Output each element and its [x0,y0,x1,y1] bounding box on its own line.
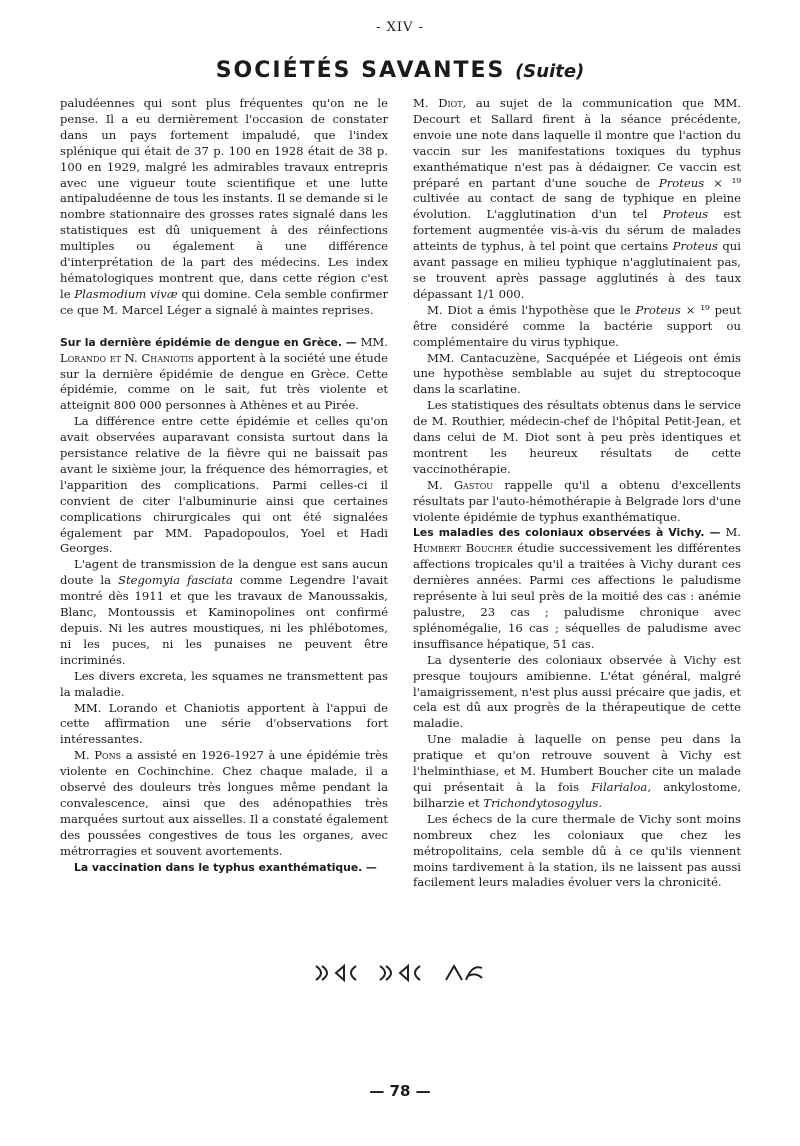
paragraph: L'agent de transmission de la dengue est sans aucun doute la Stegomyia fasciata comme Legendre l'avait montré dès 1911 et que les travaux de Manoussakis, Blanc, Montoussis et Kaminopolines ont confirmé depuis. Ni les autres moustiques, ni les phlébotomes, ni les puces, ni les punaises ne peuvent être incriminés. [60,557,389,667]
paragraph: Les échecs de la cure thermale de Vichy sont moins nombreux chez les coloniaux que chez les métropolitains, cela semble dû à ce qu'ils viennent moins tardivement à la station, ils ne laissent pas aussi facilement leurs maladies évoluer vers la chronicité. [413,811,741,890]
paragraph: Les maladies des coloniaux observées à Vichy. — M. Humbert Boucher étudie successivement les différentes affections tropicales qu'il a traitées à Vichy durant ces dernières années. Parmi ces affections le paludisme représente à lui seul près de la moitié des cas : anémie palustre, 23 cas ; paludisme chronique avec splénomégalie, 16 cas ; séquelles de paludisme avec insuffisance hépatique, 51 cas. [413,525,741,651]
right-column [413,96,741,891]
paragraph: La dysenterie des coloniaux observée à Vichy est presque toujours amibienne. L'état général, malgré l'amaigrissement, n'est plus aussi précaire que jadis, et cela est dû aux progrès de la thérapeutique de cette maladie. [413,652,741,731]
paragraph: Les divers excreta, les squames ne transmettent pas la maladie. [60,668,388,699]
paragraph: paludéennes qui sont plus fréquentes qu'on ne le pense. Il a eu dernièrement l'occasion de constater dans un pays fortement impaludé, que l'index splénique qui était de 37 p. 100 en 1928 était de 38 p. 100 en 1929, malgré les admirables travaux entrepris avec une vigueur toute scientifique et une lutte antipaludéenne de tous les instants. Il se demande si le nombre stationnaire des grosses rates signalé dans les statistiques est dû uniquement à des réinfections multiples ou également à une différence d'interprétation de la part des médecins. Les index hématologiques montrent que, dans cette région c'est le Plasmodium vivæ qui domine. Cela semble confirmer ce que M. Marcel Léger a signalé à maintes reprises. [60,96,389,317]
page-roman-number: - XIV - [376,20,424,35]
section-title-text: SOCIÉTÉS SAVANTES [215,58,506,83]
paragraph [60,860,388,876]
paragraph: M. Diot, au sujet de la communication que MM. Decourt et Sallard firent à la séance précédente, envoie une note dans laquelle il montre que l'action du vaccin sur les manifestations toxiques du typhus exanthématique n'est pas à dédaigner. Ce vaccin est préparé en partant d'une souche de Proteus × ¹⁹ cultivée au contact de sang de typhique en pleine évolution. L'agglutination d'un tel Proteus est fortement augmentée vis-à-vis du sérum de malades atteints de typhus, à tel point que certains Proteus qui avant passage en milieu typhique n'agglutinaient pas, se trouvent après passage agglutinés à des taux dépassant 1/1 000. [413,96,742,301]
paragraph: Une maladie à laquelle on pense peu dans la pratique et qu'on retrouve souvent à Vichy est l'helminthiase, et M. Humbert Boucher cite un malade qui présentait à la fois Filarialoa, ankylostome, bilharzie et Trichondytosogylus. [413,732,742,810]
paragraph: M. Diot a émis l'hypothèse que le Proteus × ¹⁹ peut être considéré comme la bactérie support ou complémentaire du virus typhique. [413,302,742,349]
dengue-heading: Sur la dernière épidémie de dengue en Grèce. — [60,335,357,349]
left-column [60,96,388,876]
paragraph: MM. Cantacuzène, Sacquépée et Liégeois ont émis une hypothèse semblable au sujet du streptocoque dans la scarlatine. [413,350,741,397]
vichy-heading: Les maladies des coloniaux observées à Vichy. — [413,526,721,540]
ornament-icon [442,962,486,984]
vaccination-heading: La vaccination dans le typhus exanthématique. — [74,860,377,874]
page-number: — 78 — [369,1082,431,1100]
paragraph: M. Pons a assisté en 1926-1927 à une épidémie très violente en Cochinchine. Chez chaque malade, il a observé des douleurs très longues même pendant la convalescence, ainsi que des adénopathies très marquées surtout aux aisselles. Il a constaté également des poussées congestives de tous les organes, avec métrorragies et souvent avortements. [60,748,388,858]
paragraph: MM. Lorando et Chaniotis apportent à l'appui de cette affirmation une série d'observations fort intéressantes. [60,700,388,747]
paragraph: M. Gastou rappelle qu'il a obtenu d'excellents résultats par l'auto-hémothérapie à Belgrade lors d'une violente épidémie de typhus exanthématique. [413,477,741,524]
section-title [0,58,800,83]
paragraph: La différence entre cette épidémie et celles qu'on avait observées auparavant consista surtout dans la persistance relative de la fièvre qui ne baissait pas avant le sixième jour, la fréquence des hémorragies, et l'apparition des complications. Parmi celles-ci il convient de citer l'albuminurie ainsi que certaines complications chirurgicales qui ont été signalées également par MM. Papadopoulos, Yoel et Hadi Georges. [60,414,388,556]
ornament-divider [0,962,800,984]
ornament-icon [378,962,422,984]
ornament-icon [314,962,358,984]
paragraph: Les statistiques des résultats obtenus dans le service de M. Routhier, médecin-chef de l'hôpital Petit-Jean, et dans celui de M. Diot sont à peu près identiques et montrent les heureux résultats de cette vaccinothérapie. [413,398,741,476]
section-title-suite: (Suite) [515,61,585,82]
paragraph: Sur la dernière épidémie de dengue en Grèce. — MM. Lorando et N. Chaniotis apportent à la société une étude sur la dernière épidémie de dengue en Grèce. Cette épidémie, comme on le sait, fut très violente et atteignit 800 000 personnes à Athènes et au Pirée. [60,334,389,413]
